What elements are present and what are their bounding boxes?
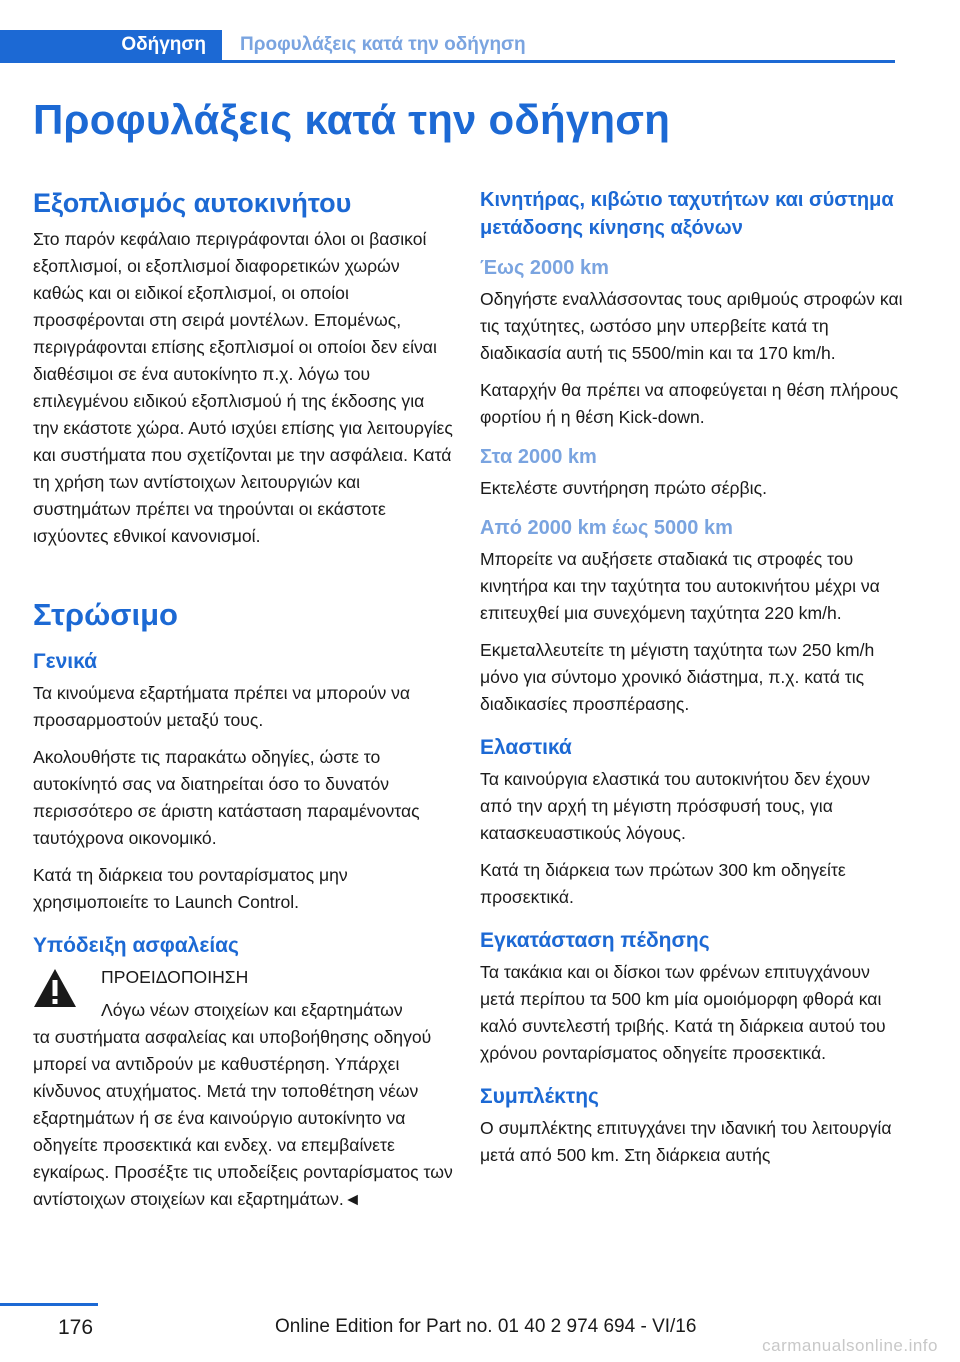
- warning-triangle-icon: [33, 968, 77, 1008]
- breakin-heading: Στρώσιμο: [33, 597, 178, 632]
- general-heading: Γενικά: [33, 650, 98, 673]
- page-header: [0, 30, 895, 64]
- upto-2000-heading: Έως 2000 km: [480, 257, 609, 279]
- equipment-paragraph: Στο παρόν κεφάλαιο περιγράφονται όλοι οι βασικοί εξοπλισμοί, οι εξοπλισμοί διαφορετικών χωρών καθώς και οι ειδικοί εξοπλισμοί, οι οποίοι προσφέρονται στη σειρά μοντέλων. Επομένως, περιγράφονται επίσης εξοπλισμοί οι οποίοι δεν είναι διαθέσιμοι σε ένα αυτοκίνητο π.χ. λόγω του επιλεγμένου ειδικού εξοπλισμού ή της έκδοσης για την εκάστοτε χώρα. Αυτό ισχύει επίσης για λειτουργίες και συστήματα που σχετίζονται με την ασφάλεια. Κατά τη χρήση των αντίστοιχων λειτουργιών και συστημάτων πρέπει να τηρούνται οι εκάστοτε ισχύοντες εθνικοί κανονισμοί.: [33, 229, 453, 546]
- general-paragraph-2: Ακολουθήστε τις παρακάτω οδηγίες, ώστε το αυτοκίνητό σας να διατηρείται όσο το δυνατόν περισσότερο σε άριστη κατάσταση παραμένοντας ταυτόχρονα οικονομικό.: [33, 747, 420, 848]
- clutch-paragraph: Ο συμπλέκτης επιτυγχάνει την ιδανική του λειτουργία μετά από 500 km. Στη διάρκεια αυτής: [480, 1118, 892, 1165]
- footer-divider: [0, 1303, 98, 1306]
- general-paragraph-3: Κατά τη διάρκεια του ρονταρίσματος μην χρησιμοποιείτε το Launch Control.: [33, 865, 348, 912]
- at-2000-paragraph: Εκτελέστε συντήρηση πρώτο σέρβις.: [480, 478, 767, 498]
- section-tab[interactable]: Προφυλάξεις κατά την οδήγηση: [240, 34, 526, 55]
- from-2000-paragraph-1: Μπορείτε να αυξήσετε σταδιακά τις στροφές του κινητήρα και την ταχύτητα του αυτοκινήτου μέχρι να επιτευχθεί μια συνεχόμενη ταχύτητα 220 km/h.: [480, 549, 880, 623]
- page-title: Προφυλάξεις κατά την οδήγηση: [33, 96, 671, 143]
- upto-2000-paragraph-2: Καταρχήν θα πρέπει να αποφεύγεται η θέση πλήρους φορτίου ή η θέση Kick-down.: [480, 380, 899, 427]
- edition-label: Online Edition for Part no. 01 40 2 974 694 - VI/16: [275, 1316, 697, 1337]
- brakes-heading: Εγκατάσταση πέδησης: [480, 929, 710, 952]
- tires-paragraph-2: Κατά τη διάρκεια των πρώτων 300 km οδηγείτε προσεκτικά.: [480, 860, 846, 907]
- warning-title: ΠΡΟΕΙΔΟΠΟΙΗΣΗ: [101, 967, 249, 987]
- general-paragraph-1: Τα κινούμενα εξαρτήματα πρέπει να μπορούν να προσαρμοστούν μεταξύ τους.: [33, 683, 411, 730]
- chapter-tab[interactable]: Οδήγηση: [0, 30, 222, 60]
- page-number: 176: [58, 1316, 94, 1339]
- from-2000-paragraph-2: Εκμεταλλευτείτε τη μέγιστη ταχύτητα των 250 km/h μόνο για σύντομο χρονικό διάστημα, π.χ. κατά τις διαδικασίες προσπέρασης.: [480, 640, 875, 714]
- at-2000-heading: Στα 2000 km: [480, 446, 597, 468]
- tires-paragraph-1: Τα καινούργια ελαστικά του αυτοκινήτου δεν έχουν από την αρχή τη μέγιστη πρόσφυσή τους, για κατασκευαστικούς λόγους.: [480, 769, 871, 843]
- left-column: [33, 186, 453, 1223]
- tires-heading: Ελαστικά: [480, 736, 572, 759]
- engine-heading: Κινητήρας, κιβώτιο ταχυτήτων και σύστημα μετάδοσης κίνησης αξόνων: [480, 189, 894, 239]
- equipment-heading: Εξοπλισμός αυτοκινήτου: [33, 188, 352, 218]
- clutch-heading: Συμπλέκτης: [480, 1085, 599, 1108]
- warning-box: [33, 964, 453, 1213]
- upto-2000-paragraph-1: Οδηγήστε εναλλάσσοντας τους αριθμούς στροφών και τις ταχύτητες, ωστόσο μην υπερβείτε κατά τη διαδικασία αυτή τις 5500/min και τα 170 km/h.: [480, 289, 903, 363]
- brakes-paragraph: Τα τακάκια και οι δίσκοι των φρένων επιτυγχάνουν μετά περίπου τα 500 km μία ομοιόμορφη φθορά και καλό συντελεστή τριβής. Κατά τη διάρκεια αυτού του χρόνου ρονταρίσματος οδηγείτε προσεκτικά.: [480, 962, 886, 1063]
- header-divider: [0, 60, 895, 63]
- right-column: [480, 186, 905, 1179]
- from-2000-heading: Από 2000 km έως 5000 km: [480, 517, 733, 539]
- warning-text-lead: Λόγω νέων στοιχείων και εξαρτημάτων: [101, 1000, 403, 1020]
- safety-heading: Υπόδειξη ασφαλείας: [33, 934, 239, 957]
- watermark: carmanualsonline.info: [762, 1336, 938, 1355]
- warning-text-body: τα συστήματα ασφαλείας και υποβοήθησης οδηγού μπορεί να αντιδρούν με καθυστέρηση. Υπάρχει κίνδυνος ατυχήματος. Μετά την τοποθέτηση νέων εξαρτημάτων ή σε ένα καινούργιο αυτοκίνητο να οδηγείτε προσεκτικά και ενδεχ. να επεμβαίνετε εγκαίρως. Προσέξτε τις υποδείξεις ρονταρίσματος των αντίστοιχων στοιχείων και εξαρτημάτων.◄: [33, 1027, 453, 1209]
